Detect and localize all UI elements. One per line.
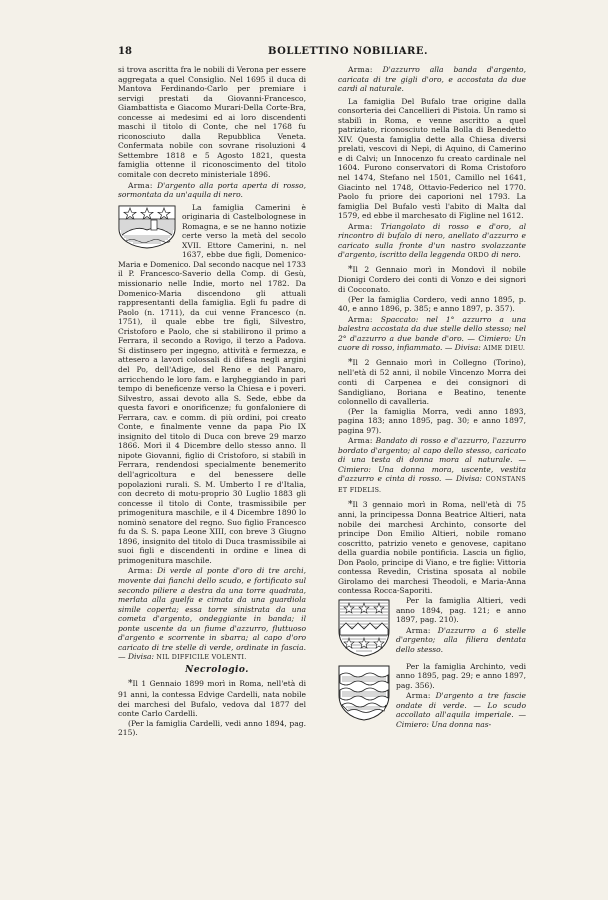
murari-paragraph: si trova ascritta fra le nobili di Verona per essere aggregata a quel Consiglio. Nel 1695 il duca di Mantova Ferdinando-Carlo per premiare i servigi prestati da Giovanni-Francesco, Giambattista e Giacomo Murari-Della Corte-Bra, concesse ai medesimi ed ai loro discendenti maschi il titolo di Conte, che nel 1768 fu riconosciuto dalla Repubblica Veneta. Confermata nobile con sovrane risoluzioni 4 Settembre 1818 e 5 Agosto 1821, questa famiglia ottenne il riconoscimento del titolo comitale con decreto ministeriale 1896. [118,65,306,180]
page-number: 18 [118,46,132,57]
camerini-paragraph: La famiglia Camerini è originaria di Castelbolognese in Romagna, e se ne hanno notizie certe verso la metà del secolo XVII. Ettore Camerini, n. nel 1637, ebbe due figli, Domenico-Maria e Domenico. Dal secondo nacque nel 1733 il P. Francesco-Saverio della Comp. di Gesù, missionario nelle Indie, morto nel 1782. Da Domenico-Maria discendono gli attuali rappresentanti della famiglia. Egli fu padre di Paolo (n. 1711), da cui venne Francesco (n. 1751), il quale ebbe tre figli, Silvestro, Cristoforo e Paolo, che si stabilirono il primo a Ferrara, il secondo a Rovigo, il terzo a Padova. Si distinsero per ingegno, attività e fermezza, e attesero a lavori colossali di difesa negli argini del Po, dell'Adige, del Reno e del Panaro, arricchendo le loro fam. e largheggiando in pari tempo di beneficenze verso la Chiesa e i poveri. Silvestro, assai devoto alla S. Sede, ebbe da questa favori e onorificenze; fu gonfaloniere di Ferrara, cav. e comm. di più ordini, poi creato Conte, e finalmente venne da papa Pio IX insignito del titolo di Duca con breve 29 marzo 1866. Morì il 4 Dicembre dello stesso anno. Il nipote Giovanni, figlio di Cristoforo, si stabilì in Ferrara, rendendosi specialmente benemerito dell'agricoltura e del benessere delle popolazioni rurali. S. M. Umberto I re d'Italia, con decreto di motu-proprio 30 Luglio 1883 gli concesse il titolo di Conte, trasmissibile per primogenitura maschile, e il 4 Dicembre 1890 lo nominò senatore del regno. Suo figlio Francesco fu da S. S. papa Leone XIII, con breve 3 Giugno 1896, insignito del titolo di Duca trasmissibile ai suoi figli e discendenti in ordine e linea di primogenitura maschile. [118,202,306,565]
morra-reference: (Per la famiglia Morra, vedi anno 1893, pagina 183; anno 1895, pag. 30; e anno 1897, pagina 97). [338,406,526,435]
obituary-cardelli: *Il 1 Gennaio 1899 morì in Roma, nell'età di 91 anni, la contessa Edvige Cardelli, nata nobile dei marchesi del Bufalo, vedova dal 1877 del conte Carlo Cardelli. [118,679,306,719]
archinto-coat-of-arms-icon [338,665,390,724]
camerini-coat-of-arms-icon [118,205,176,252]
altieri-arms: Arma: D'azzurro a 6 stelle d'argento; alla filiera dentata dello stesso. [396,625,526,654]
necrologio-heading: Necrologio. [185,664,249,675]
morra-arms: Arma: Bandato di rosso e d'azzurro, l'azzurro bordato d'argento; al capo dello stesso, caricato di una testa di donna mora al naturale. — Cimiero: Una donna mora, uscente, vestita d'azzurro e cinta di rosso. — Divisa: CONSTANS ET FIDELIS. [338,436,526,494]
obituary-morra: *Il 2 Gennaio morì in Collegno (Torino), nell'età di 52 anni, il nobile Vincenzo Morra dei conti di Carpenea e dei consignori di Sandigliano, Boriana e Beatino, tenente colonnello di cavalleria. [338,357,526,407]
star-icon: * [348,357,353,368]
cordero-reference: (Per la famiglia Cordero, vedi anno 1895, p. 40, e anno 1896, p. 385; e anno 1897, p. 357). [338,294,526,314]
murari-arms: Arma: D'argento alla porta aperta di rosso, sormontata da un'aquila di nero. [118,180,306,200]
archinto-arms: Arma: D'argento a tre fascie ondate di verde. — Lo scudo accollato all'aquila imperiale. — Cimiero: Una donna nas- [396,691,526,729]
camerini-section [118,203,306,566]
obituary-altieri: *Il 3 gennaio morì in Roma, nell'età di 75 anni, la principessa Donna Beatrice Altieri, nata nobile dei marchesi Archinto, consorte del principe Don Emilio Altieri, nobile romano coscritto, patrizio veneto e genovese, capitano della guardia nobile pontificia. Lascia un figlio, Don Paolo, principe di Viano, e tre figlie: Vittoria contessa Revedin, Cristina sposata al nobile Girolamo dei marchesi Theodoli, e Maria-Anna contessa Rocca-Saporiti. [338,499,526,596]
running-head: BOLLETTINO NOBILIARE. [268,46,428,57]
altieri-section [338,596,526,654]
cardelli-reference: (Per la famiglia Cardelli, vedi anno 1894, pag. 215). [118,718,306,738]
star-icon: * [128,679,133,690]
altieri-reference: Per la famiglia Altieri, vedi anno 1894, pag. 121; e anno 1897, pag. 210). [396,595,526,625]
archinto-section [338,662,526,730]
del-bufalo-arms: Arma: Triangolato di rosso e d'oro, al rincontro di bufalo di nero, anellato d'azzurro e caricato sulla fronte d'un nastro svolazzante d'argento, iscritto della leggenda ORDO di nero. [338,221,526,260]
altieri-coat-of-arms-icon [338,599,390,660]
cardelli-arms: Arma: D'azzurro alla banda d'argento, caricata di tre gigli d'oro, e accostata da due cardi al naturale. [338,65,526,94]
cordero-arms: Arma: Spaccato: nel 1° azzurro a una balestra accostata da due stelle dello stesso; nel 2° d'azzurro a due bande d'oro. — Cimiero: Un cuore di rosso, infiammato. — Divisa: AIME DIEU. [338,314,526,353]
left-column [118,65,306,738]
star-icon: * [348,499,353,510]
obituary-cordero: *Il 2 Gennaio morì in Mondovì il nobile Dionigi Cordero dei conti di Vonzo e dei signori di Cocconato. [338,264,526,295]
right-column [338,65,526,732]
star-icon: * [348,264,353,275]
archinto-reference: Per la famiglia Archinto, vedi anno 1895, pag. 29; e anno 1897, pag. 356). [396,661,526,690]
camerini-arms: Arma: Di verde al ponte d'oro di tre archi, movente dai fianchi dello scudo, e fortificato sul secondo piliere a destra da una torre quadrata, merlata alla guelfa e cimata da una guardiola simile coperta; essa torre sinistrata da una cometa d'argento, ondeggiante in banda; il ponte uscente da un fiume d'azzurro, fluttuoso d'argento e scorrente in sbarra; al capo d'oro caricato di tre stelle di verde, ordinate in fascia. — Divisa: NIL DIFFICILE VOLENTI. [118,566,306,662]
del-bufalo-paragraph: La famiglia Del Bufalo trae origine dalla consorteria dei Cancellieri di Pistoia. Un ramo si stabilì in Roma, e venne ascritto a quel patriziato, riconosciuto nella Bolla di Benedetto XIV. Questa famiglia dette alla Chiesa diversi prelati, vescovi di Nepi, di Aquino, di Camerino e di Calvi; un Innocenzo fu creato cardinale nel 1604. Furono conservatori di Roma Cristoforo nel 1474, Stefano nel 1501, Camillo nel 1641, Giacinto nel 1748, Ottavio-Federico nel 1770. Paolo fu priore dei caporioni nel 1793. La famiglia Del Bufalo vestì l'abito di Malta dal 1579, ed ebbe il marchesato di Figline nel 1612. [338,96,526,221]
page-header [118,46,520,60]
